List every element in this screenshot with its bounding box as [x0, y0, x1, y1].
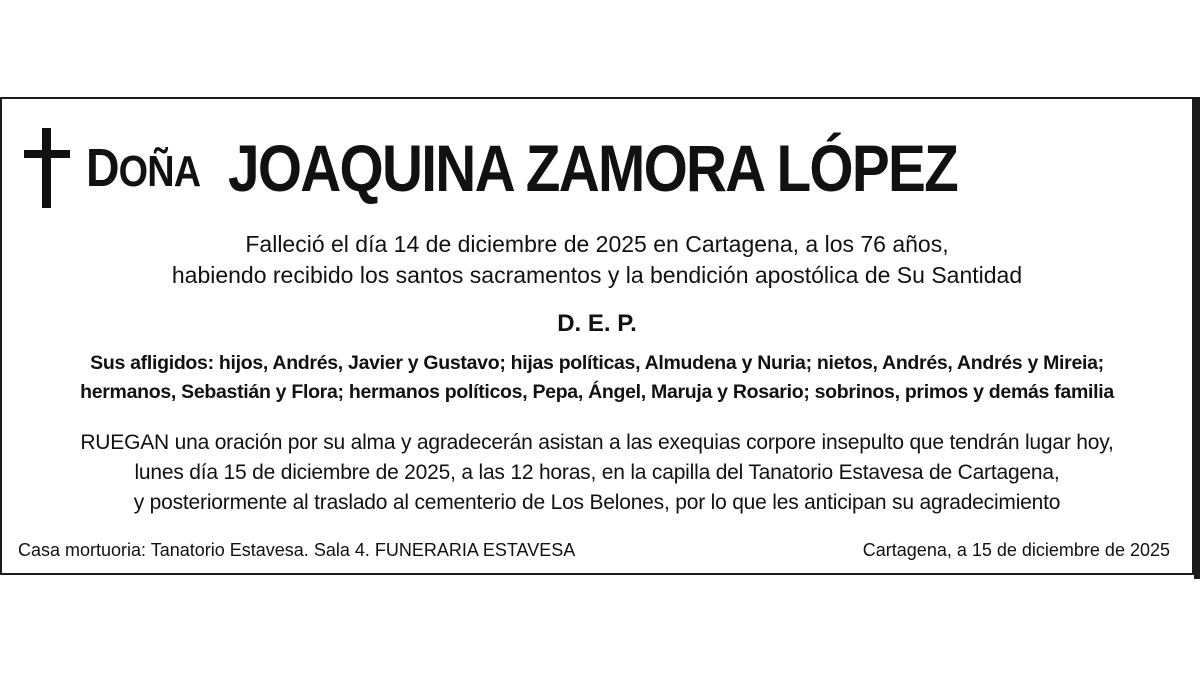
deceased-name: JOAQUINA ZAMORA LÓPEZ: [228, 131, 958, 205]
funeral-home-info: Casa mortuoria: Tanatorio Estavesa. Sala 4. FUNERARIA ESTAVESA: [18, 540, 576, 560]
request-line: lunes día 15 de diciembre de 2025, a las 12 horas, en la capilla del Tanatorio Estavesa de Cartagena,: [134, 461, 1060, 484]
announcement-line: habiendo recibido los santos sacramentos y la bendición apostólica de Su Santidad: [171, 262, 1023, 288]
request-line: RUEGAN una oración por su alma y agradecerán asistan a las exequias corpore insepulto que tendrán lugar hoy,: [80, 431, 1114, 454]
death-announcement: [10, 229, 1184, 291]
family-list: [10, 349, 1184, 407]
rip-text: D. E. P.: [557, 310, 637, 337]
funeral-request: [10, 428, 1184, 518]
family-line: Sus afligidos: hijos, Andrés, Javier y Gustavo; hijas políticas, Almudena y Nuria; nietos, Andrés, Andrés y Mireia;: [90, 352, 1104, 374]
cross-icon: [22, 128, 72, 208]
family-line: hermanos, Sebastián y Flora; hermanos políticos, Pepa, Ángel, Maruja y Rosario; sobrinos, primos y demás familia: [80, 381, 1114, 403]
frame-shadow: [1194, 97, 1200, 579]
request-line: y posteriormente al traslado al cementerio de Los Belones, por lo que les anticipan su agradecimiento: [133, 491, 1061, 514]
obituary-title: [22, 128, 1076, 208]
announcement-line: Falleció el día 14 de diciembre de 2025 en Cartagena, a los 76 años,: [245, 231, 949, 257]
place-date: Cartagena, a 15 de diciembre de 2025: [862, 540, 1170, 560]
honorific: DOÑA: [86, 138, 201, 198]
